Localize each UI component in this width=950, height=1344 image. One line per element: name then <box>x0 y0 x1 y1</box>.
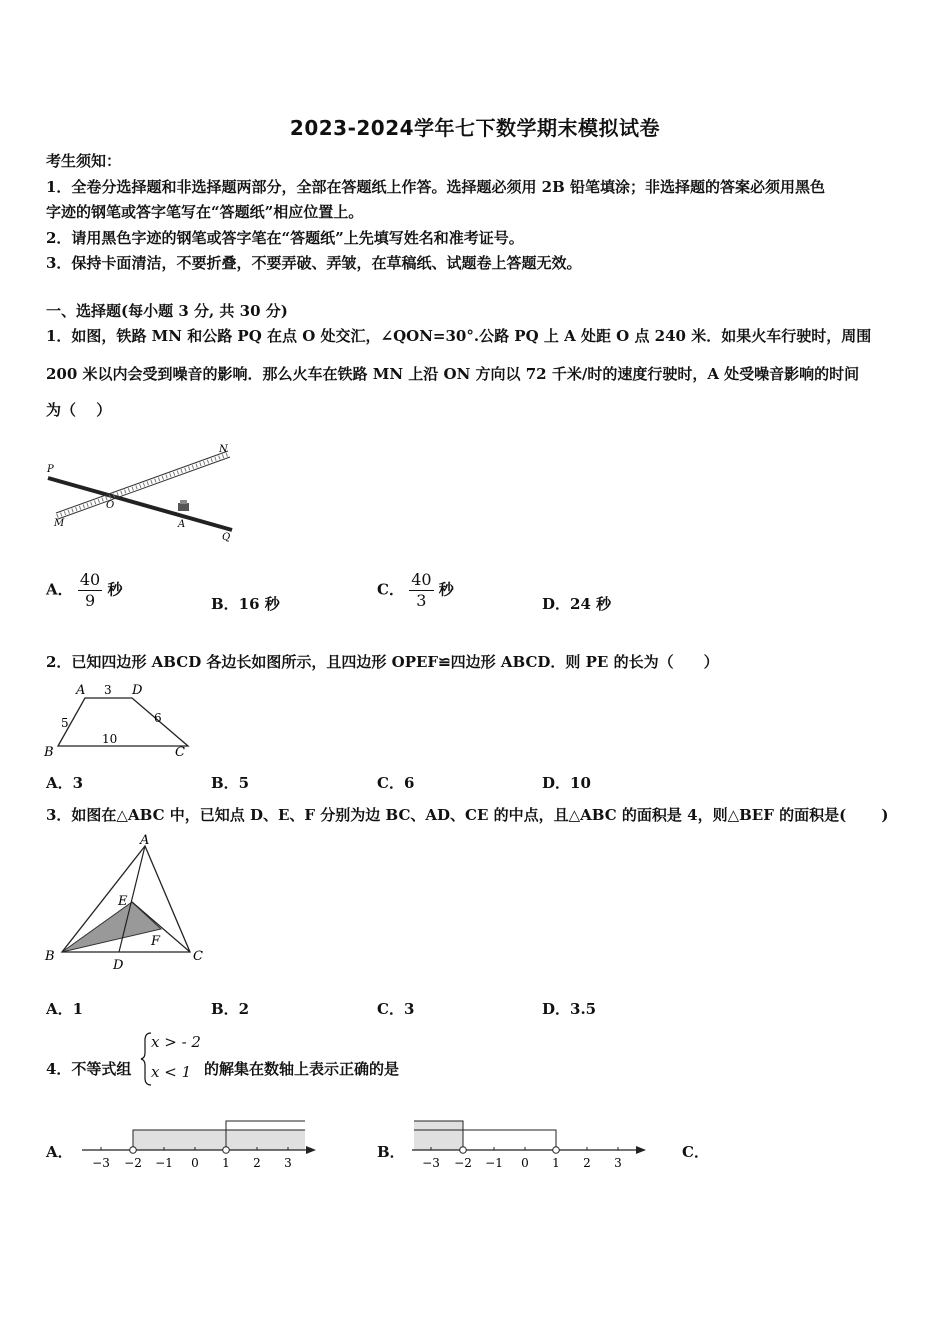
q2-option-c[interactable]: C．6 <box>377 774 415 792</box>
tick-label: 2 <box>583 1156 591 1170</box>
q2-option-a[interactable]: A．3 <box>46 774 84 792</box>
q2-stem: 2．已知四边形 ABCD 各边长如图所示，且四边形 OPEF≌四边形 ABCD．则 PE 的长为（ ） <box>46 653 719 671</box>
page-title: 2023-2024学年七下数学期末模拟试卷 <box>289 116 661 140</box>
tick-label: 2 <box>253 1156 261 1170</box>
label-d: D <box>113 958 124 973</box>
tick-label: −3 <box>92 1156 110 1170</box>
tick-label: 3 <box>614 1156 622 1170</box>
q2-option-b[interactable]: B．5 <box>211 774 250 792</box>
q1-line-1: 1．如图，铁路 MN 和公路 PQ 在点 O 处交汇，∠QON=30°.公路 PQ 上 A 处距 O 点 240 米．如果火车行驶时，周围 <box>46 327 872 345</box>
q1-option-c-fraction <box>409 570 433 611</box>
trapezoid-abcd <box>58 698 188 746</box>
tick-label: −2 <box>124 1156 142 1170</box>
railway-mn <box>56 451 230 519</box>
q1-option-c-label: C． <box>377 580 404 599</box>
tick-label: 3 <box>284 1156 292 1170</box>
frac-denominator: 9 <box>84 591 96 610</box>
q4-option-c[interactable]: C． <box>682 1143 709 1161</box>
tick-label: −2 <box>454 1156 472 1170</box>
label-a: A <box>178 519 186 530</box>
tick-label: 1 <box>552 1156 560 1170</box>
tick-label: −1 <box>485 1156 503 1170</box>
tick-label: −1 <box>155 1156 173 1170</box>
q4-system-line-1: x > - 2 <box>151 1033 201 1051</box>
arrow-icon <box>306 1146 316 1154</box>
q1-figure <box>40 440 250 550</box>
q3-option-d[interactable]: D．3.5 <box>542 1000 597 1018</box>
q4-option-b[interactable]: B． <box>377 1143 405 1161</box>
frac-denominator: 3 <box>416 591 427 610</box>
notice-line-1b: 字迹的钢笔或答字笔写在“答题纸”相应位置上。 <box>46 203 364 221</box>
length-bc: 10 <box>102 732 118 746</box>
label-c: C <box>193 949 203 964</box>
label-p: P <box>47 464 54 475</box>
label-d: D <box>132 683 143 698</box>
triangle-bef <box>62 902 161 952</box>
shaded-region <box>414 1121 463 1150</box>
length-ab: 5 <box>61 716 69 730</box>
label-n: N <box>219 444 228 455</box>
shaded-region <box>133 1130 305 1150</box>
length-ad: 3 <box>104 683 112 697</box>
q3-stem: 3．如图在△ABC 中，已知点 D、E、F 分别为边 BC、AD、CE 的中点，且△ABC 的面积是 4，则△BEF 的面积是( ) <box>46 806 889 824</box>
notice-heading: 考生须知： <box>46 152 122 170</box>
notice-line-2: 2．请用黑色字迹的钢笔或答字笔在“答题纸”上先填写姓名和准考证号。 <box>46 229 524 247</box>
frac-numerator: 40 <box>79 570 101 589</box>
q1-option-a-fraction <box>78 570 102 611</box>
q1-option-c[interactable] <box>377 570 454 611</box>
label-b: B <box>44 745 54 760</box>
notice-line-1a: 1．全卷分选择题和非选择题两部分，全部在答题纸上作答。选择题必须用 2B 铅笔填涂；非选择题的答案必须用黑色 <box>46 178 826 196</box>
q3-option-a[interactable]: A．1 <box>46 1000 84 1018</box>
label-q: Q <box>222 532 231 543</box>
label-a: A <box>140 833 150 848</box>
length-dc: 6 <box>154 711 162 725</box>
label-f: F <box>151 934 161 949</box>
label-a: A <box>76 683 86 698</box>
q3-option-c[interactable]: C．3 <box>377 1000 415 1018</box>
open-point <box>223 1147 230 1154</box>
q3-option-b[interactable]: B．2 <box>211 1000 250 1018</box>
house-icon <box>178 500 189 511</box>
open-point <box>460 1147 467 1154</box>
q1-line-2: 200 米以内会受到噪音的影响．那么火车在铁路 MN 上沿 ON 方向以 72 千米/时的速度行驶时，A 处受噪音影响的时间 <box>46 365 860 383</box>
tick-label: 0 <box>191 1156 199 1170</box>
label-c: C <box>175 745 185 760</box>
label-o: O <box>106 500 115 511</box>
q4-numberline-b <box>410 1115 650 1175</box>
label-e: E <box>118 894 128 909</box>
frac-numerator: 40 <box>411 570 432 589</box>
q1-option-d[interactable]: D．24 秒 <box>542 595 612 613</box>
tick-label: 0 <box>521 1156 529 1170</box>
q4-numberline-a <box>80 1115 320 1175</box>
q2-figure <box>40 680 200 762</box>
q1-option-a-label: A． <box>46 580 73 599</box>
q1-option-b[interactable]: B．16 秒 <box>211 595 280 613</box>
q2-option-d[interactable]: D．10 <box>542 774 591 792</box>
tick-label: 1 <box>222 1156 230 1170</box>
label-b: B <box>45 949 55 964</box>
q4-suffix: 的解集在数轴上表示正确的是 <box>204 1060 400 1078</box>
open-point <box>553 1147 560 1154</box>
q1-option-c-unit: 秒 <box>438 580 454 599</box>
q1-option-a-unit: 秒 <box>107 580 123 599</box>
open-point <box>130 1147 137 1154</box>
q4-system-line-2: x < 1 <box>151 1063 192 1081</box>
tick-label: −3 <box>422 1156 440 1170</box>
section-heading: 一、选择题(每小题 3 分, 共 30 分) <box>46 302 288 320</box>
q1-option-a[interactable] <box>46 570 122 611</box>
q4-prefix: 4．不等式组 <box>46 1060 132 1078</box>
q1-line-3: 为（ ） <box>46 401 112 419</box>
q3-figure <box>40 832 215 974</box>
notice-line-3: 3．保持卡面清洁，不要折叠，不要弄破、弄皱，在草稿纸、试题卷上答题无效。 <box>46 254 582 272</box>
label-m: M <box>54 518 65 529</box>
arrow-icon <box>636 1146 646 1154</box>
q4-option-a[interactable]: A． <box>46 1143 73 1161</box>
